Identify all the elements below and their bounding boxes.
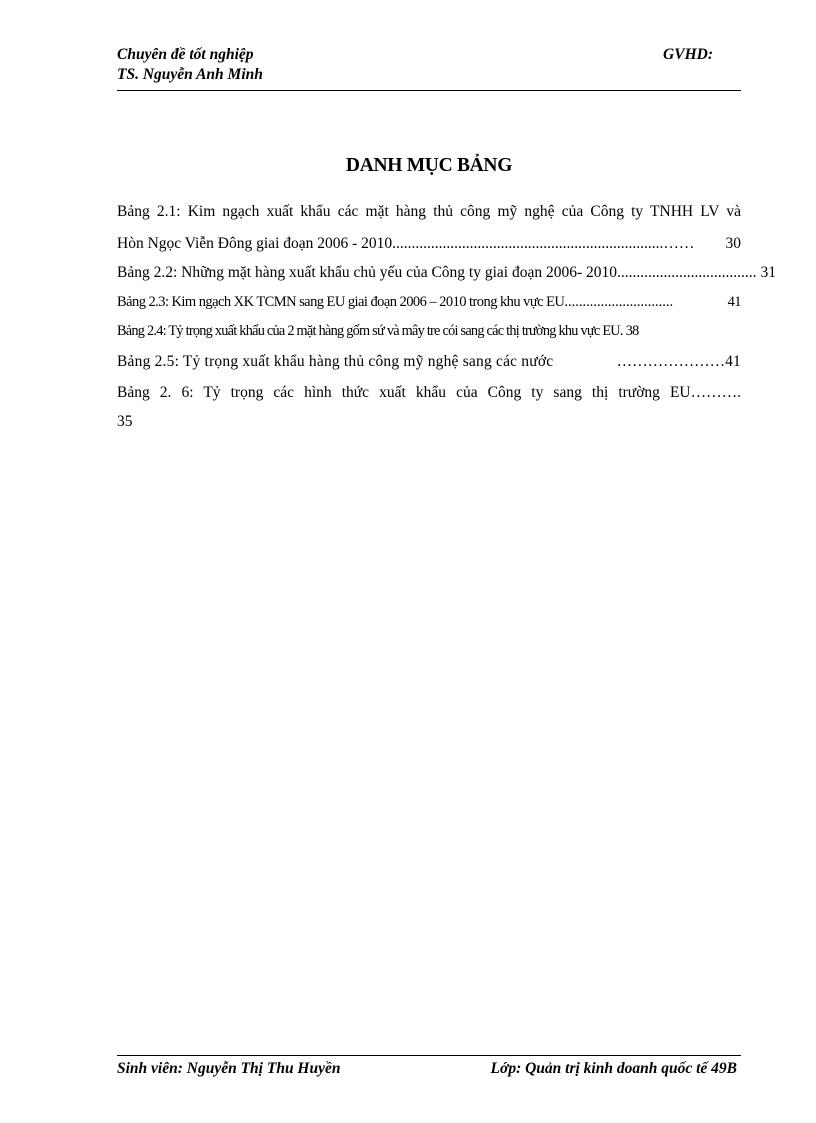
toc-item-6-page: 35 — [117, 413, 133, 430]
toc-item-3-leader: .............................. — [564, 294, 674, 310]
header-topic: Chuyên đề tốt nghiệp — [117, 46, 254, 63]
toc-item-3-page: 41 — [727, 294, 741, 310]
header-supervisor: TS. Nguyễn Anh Minh — [117, 66, 263, 83]
toc-item-2-leader: .................................... — [617, 264, 757, 281]
footer-class: Lớp: Quản trị kinh doanh quốc tế 49B — [490, 1060, 737, 1077]
toc-item-6-text: Bảng 2. 6: Tỷ trọng các hình thức xuất khẩu của Công ty sang thị trường EU………. — [117, 384, 741, 401]
toc-item-6-line1 — [117, 384, 741, 406]
toc-item-3-text: Bảng 2.3: Kim ngạch XK TCMN sang EU giai đoạn 2006 – 2010 trong khu vực EU — [117, 294, 565, 310]
header-gvhd: GVHD: — [663, 46, 713, 63]
toc-item-1-line1 — [117, 203, 741, 225]
page-title: DANH MỤC BẢNG — [345, 155, 513, 176]
toc-item-4-text: Bảng 2.4: Tỷ trọng xuất khẩu của 2 mặt hàng gốm sứ và mây tre cói sang các thị trường khu vực EU — [117, 323, 620, 339]
toc-item-5-leader: ………………… — [616, 353, 726, 370]
footer-student: Sinh viên: Nguyễn Thị Thu Huyền — [117, 1060, 341, 1077]
page-header — [117, 44, 741, 91]
toc-item-1-text-cont: Hòn Ngọc Viễn Đông giai đoạn 2006 - 2010 — [117, 235, 393, 252]
toc-item-1-leader: ......................................................................…… — [392, 235, 695, 252]
toc-item-3 — [117, 294, 741, 316]
toc-item-4 — [117, 323, 741, 345]
toc-item-5 — [117, 353, 741, 375]
toc-item-1-text: Bảng 2.1: Kim ngạch xuất khẩu các mặt hàng thủ công mỹ nghệ của Công ty TNHH LV và — [117, 203, 741, 220]
toc-item-6-line2 — [117, 413, 741, 435]
toc-item-2 — [117, 264, 777, 286]
toc-item-5-page: 41 — [725, 353, 741, 370]
toc-item-5-text: Bảng 2.5: Tỷ trọng xuất khẩu hàng thủ công mỹ nghệ sang các nước — [117, 353, 554, 370]
page-footer — [117, 1055, 741, 1078]
toc-item-2-page: 31 — [760, 264, 777, 281]
toc-item-1-page: 30 — [725, 235, 741, 252]
toc-item-2-text: Bảng 2.2: Những mặt hàng xuất khẩu chủ yếu của Công ty giai đoạn 2006- 2010 — [117, 264, 618, 281]
toc-item-1-line2 — [117, 235, 741, 257]
toc-item-4-page: 38 — [625, 323, 639, 339]
toc-item-4-leader: . — [619, 323, 623, 339]
